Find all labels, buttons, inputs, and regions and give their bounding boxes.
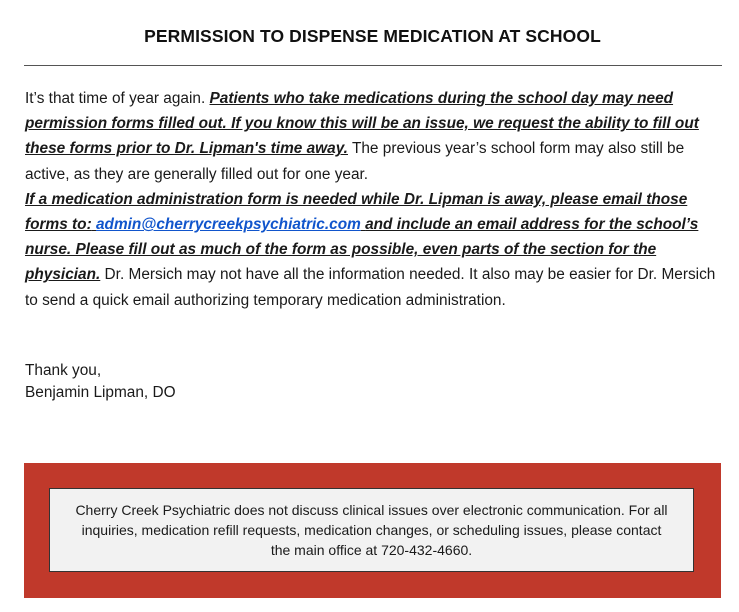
signoff xyxy=(25,360,176,403)
emphasis-text-2b: and include an email address for the school’s nurse. Please fill out as much of the form as possible, even parts of the section for the physician. xyxy=(25,216,699,284)
page-title: PERMISSION TO DISPENSE MEDICATION AT SCHOOL xyxy=(144,26,601,46)
notice-box xyxy=(49,488,694,572)
message-body xyxy=(25,86,725,313)
signoff-name: Benjamin Lipman, DO xyxy=(25,383,176,401)
normal-text-1: The previous year’s school form may also still be active, as they are generally filled out for one year. xyxy=(25,140,685,183)
email-link[interactable]: admin@cherrycreekpsychiatric.com xyxy=(95,216,361,234)
signoff-closing: Thank you, xyxy=(25,362,102,379)
notice-text: Cherry Creek Psychiatric does not discuss clinical issues over electronic communication. For all inquiries, medication refill requests, medication changes, or scheduling issues, please contact the main office at 720-432-4660. xyxy=(75,502,668,558)
emphasis-text-2a: If a medication administration form is needed while Dr. Lipman is away, please email those forms to: xyxy=(25,190,688,234)
title-divider xyxy=(24,65,722,66)
normal-text-2: Dr. Mersich may not have all the information needed. It also may be easier for Dr. Mersich to send a quick email authorizing temporary medication administration. xyxy=(25,266,716,309)
intro-text: It’s that time of year again. xyxy=(25,90,210,107)
emphasis-text-1: Patients who take medications during the school day may need permission forms filled out. If you know this will be an issue, we request the ability to fill out these forms prior to Dr. Lipman's time away. xyxy=(25,90,699,158)
